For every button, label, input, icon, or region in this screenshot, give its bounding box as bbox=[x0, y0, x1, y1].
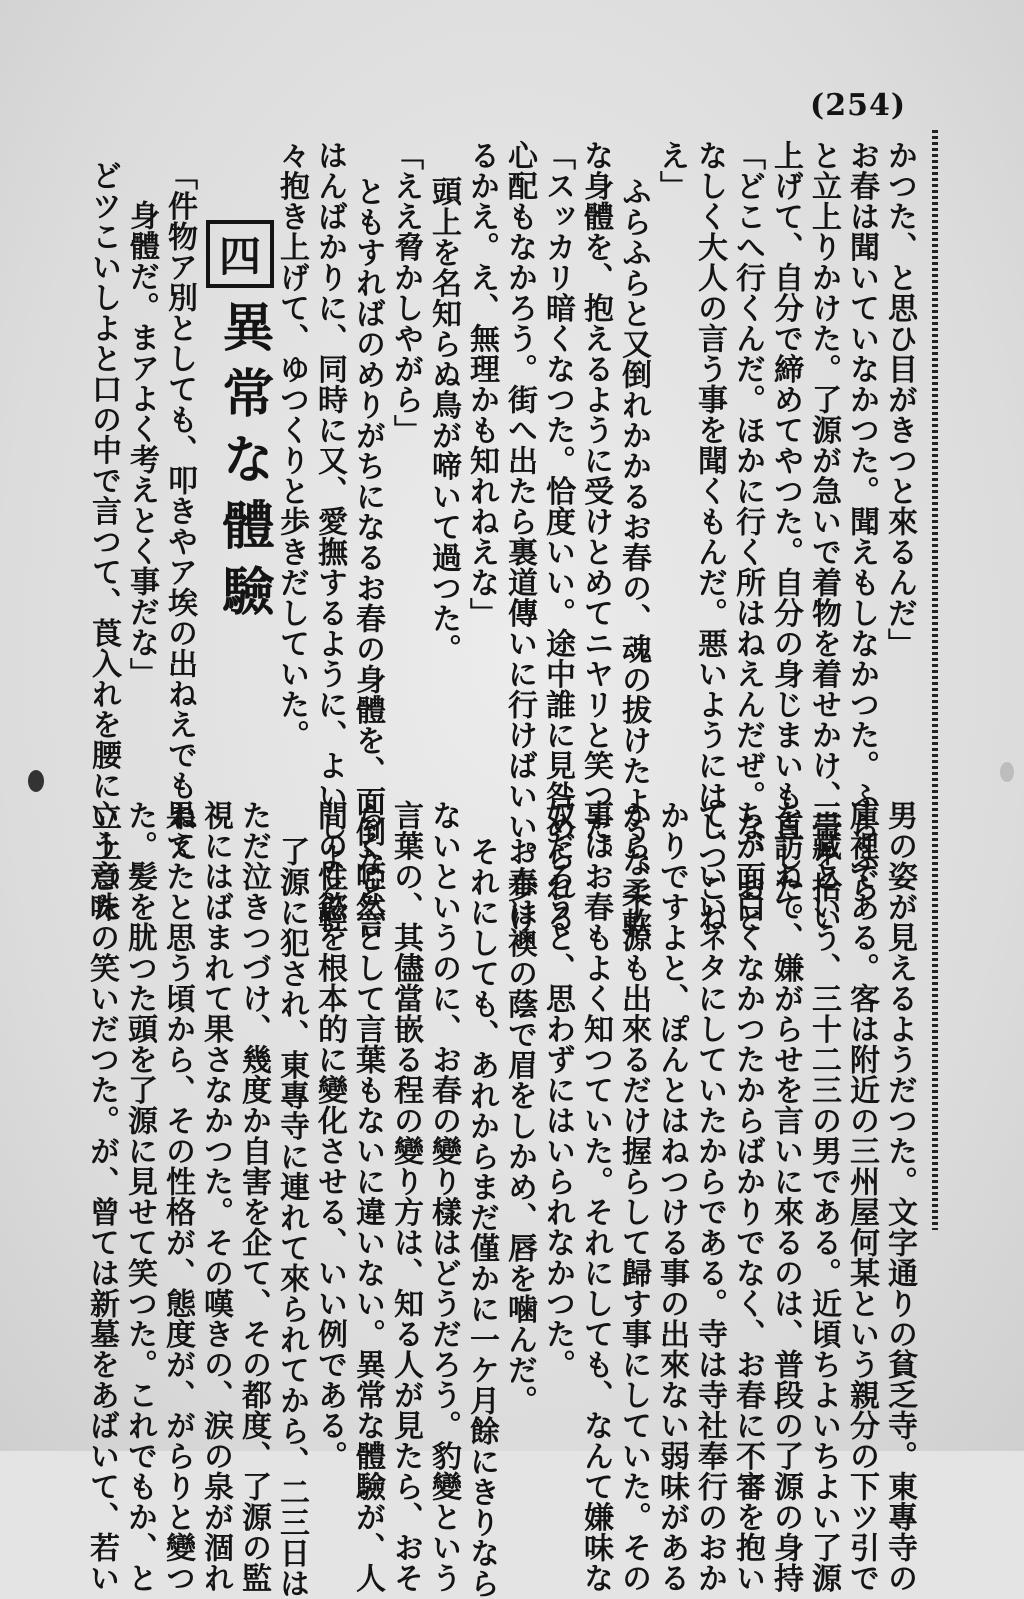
text-column: た。髪を肬つた頭を了源に見せて笑つた。これでもか、と bbox=[122, 800, 157, 1593]
text-column: から、了源も出來るだけ握らして歸す事にしていた。その bbox=[616, 800, 651, 1593]
text-column: 心配もなかろう。街へ出たら裏道傳いに行けばいい。歩け bbox=[502, 140, 537, 933]
text-column: 々抱き上げて、ゆつくりと歩きだしていた。 bbox=[274, 140, 309, 750]
text-column: ただ泣きつづけ、幾度か自害を企て、その都度、了源の監 bbox=[236, 800, 271, 1593]
text-column: どツこいしよと口の中で言つて、莨入れを腰に立上つた bbox=[86, 160, 121, 923]
text-column: 了源に犯され、東專寺に連れて來られてから、二三日は bbox=[274, 836, 309, 1599]
text-column: かつた、と思ひ目がきつと來るんだ」 bbox=[882, 140, 917, 659]
text-column: て、いいネタにしていたからである。寺は寺社奉行のおか bbox=[692, 800, 727, 1593]
paper-stain bbox=[1000, 762, 1014, 782]
text-column: それにしても、あれからまだ僅かに一ケ月餘にきりなら bbox=[464, 836, 499, 1599]
text-column: 頭上を名知らぬ鳥が啼いて過つた。 bbox=[426, 176, 461, 664]
text-column: な身體を、抱えるように受けとめてニヤリと笑つた。 bbox=[578, 140, 613, 872]
text-column: なしく大人の言う事を聞くもんだ。悪いようにはしつこね bbox=[692, 140, 727, 933]
text-column: 「スッカリ暗くなつた。恰度いい。途中誰に見咎められる bbox=[540, 140, 575, 933]
text-column: 視にはばまれて果さなかつた。その嘆きの、涙の泉が涸れ bbox=[198, 800, 233, 1593]
text-column: 間の性慾を根本的に變化させる、いい例である。 bbox=[312, 800, 347, 1471]
text-column: らく啞然として言葉もないに違いない。異常な體驗が、人 bbox=[350, 800, 385, 1593]
text-column: 上げて、自分で締めてやつた。自分の身じまいも直した。 bbox=[768, 140, 803, 933]
text-column: 「どこへ行くんだ。ほかに行く所はねえんだぜ。な、おと bbox=[730, 140, 765, 933]
text-column: はんばかりに、同時に又、愛撫するように、よいしよと輕 bbox=[312, 140, 347, 933]
text-column: ちが面白くなかつたからばかりでなく、お春に不審を抱い bbox=[730, 800, 765, 1593]
text-column: え」 bbox=[654, 140, 689, 201]
text-column: ふらふらと又倒れかかるお春の、魂の拔けたような柔軟 bbox=[616, 176, 651, 939]
text-column: お春は襖の蔭で眉をしかめ、唇を噛んだ。 bbox=[502, 836, 537, 1416]
text-column: 「ええ脅かしやがら」 bbox=[388, 140, 423, 445]
text-column: 奴だろうと、思わずにはいられなかつた。 bbox=[540, 800, 575, 1380]
text-column: 言葉の、其儘當嵌る程の變り方は、知る人が見たら、おそ bbox=[388, 800, 423, 1593]
text-column: るかえ。え、無理かも知れねえな」 bbox=[464, 140, 499, 628]
text-column: かりですよと、ぽんとはねつける事の出來ない弱味がある bbox=[654, 800, 689, 1593]
text-column: 男の姿が見えるようだつた。文字通りの貧乏寺。東專寺の bbox=[882, 800, 917, 1593]
section-title: 異常な體驗 bbox=[213, 300, 273, 630]
text-column: いう意味の笑いだつた。が、曾ては新墓をあばいて、若い bbox=[84, 800, 119, 1593]
text-column: 果てたと思う頃から、その性格が、態度が、がらりと變つ bbox=[160, 800, 195, 1593]
section-number: 四 bbox=[206, 220, 274, 288]
text-column: 身體だ。まアよく考えとく事だな」 bbox=[124, 200, 159, 688]
ink-spot bbox=[28, 770, 44, 792]
text-column: と立上りかけた。了源が急いで着物を着せかけ、帯を拾い bbox=[806, 140, 841, 933]
text-column: を訪ねて、嫌がらせを言いに來るのは、普段の了源の身持 bbox=[768, 800, 803, 1593]
text-column: 「件物ア別としても、叩きやア埃の出ねえでもねえ bbox=[162, 160, 197, 862]
text-column: 事はお春もよく知つていた。それにしても、なんて嫌味な bbox=[578, 800, 613, 1593]
text-column: お春は聞いていなかつた。聞えもしなかつた。ふらふら bbox=[844, 140, 879, 903]
text-column: ないというのに、お春の變り樣はどうだろう。豹變という bbox=[426, 800, 461, 1593]
margin-rule bbox=[932, 130, 938, 1230]
text-column: ともすればのめりがちになるお春の身體を、面倒なと言 bbox=[350, 176, 385, 939]
text-column: 三藏という、三十二三の男である。近頃ちよいちよい了源 bbox=[806, 800, 841, 1593]
text-column: 庫裡である。客は附近の三州屋何某という親分の下ツ引で bbox=[844, 800, 879, 1593]
page-number: (254) bbox=[810, 88, 907, 123]
